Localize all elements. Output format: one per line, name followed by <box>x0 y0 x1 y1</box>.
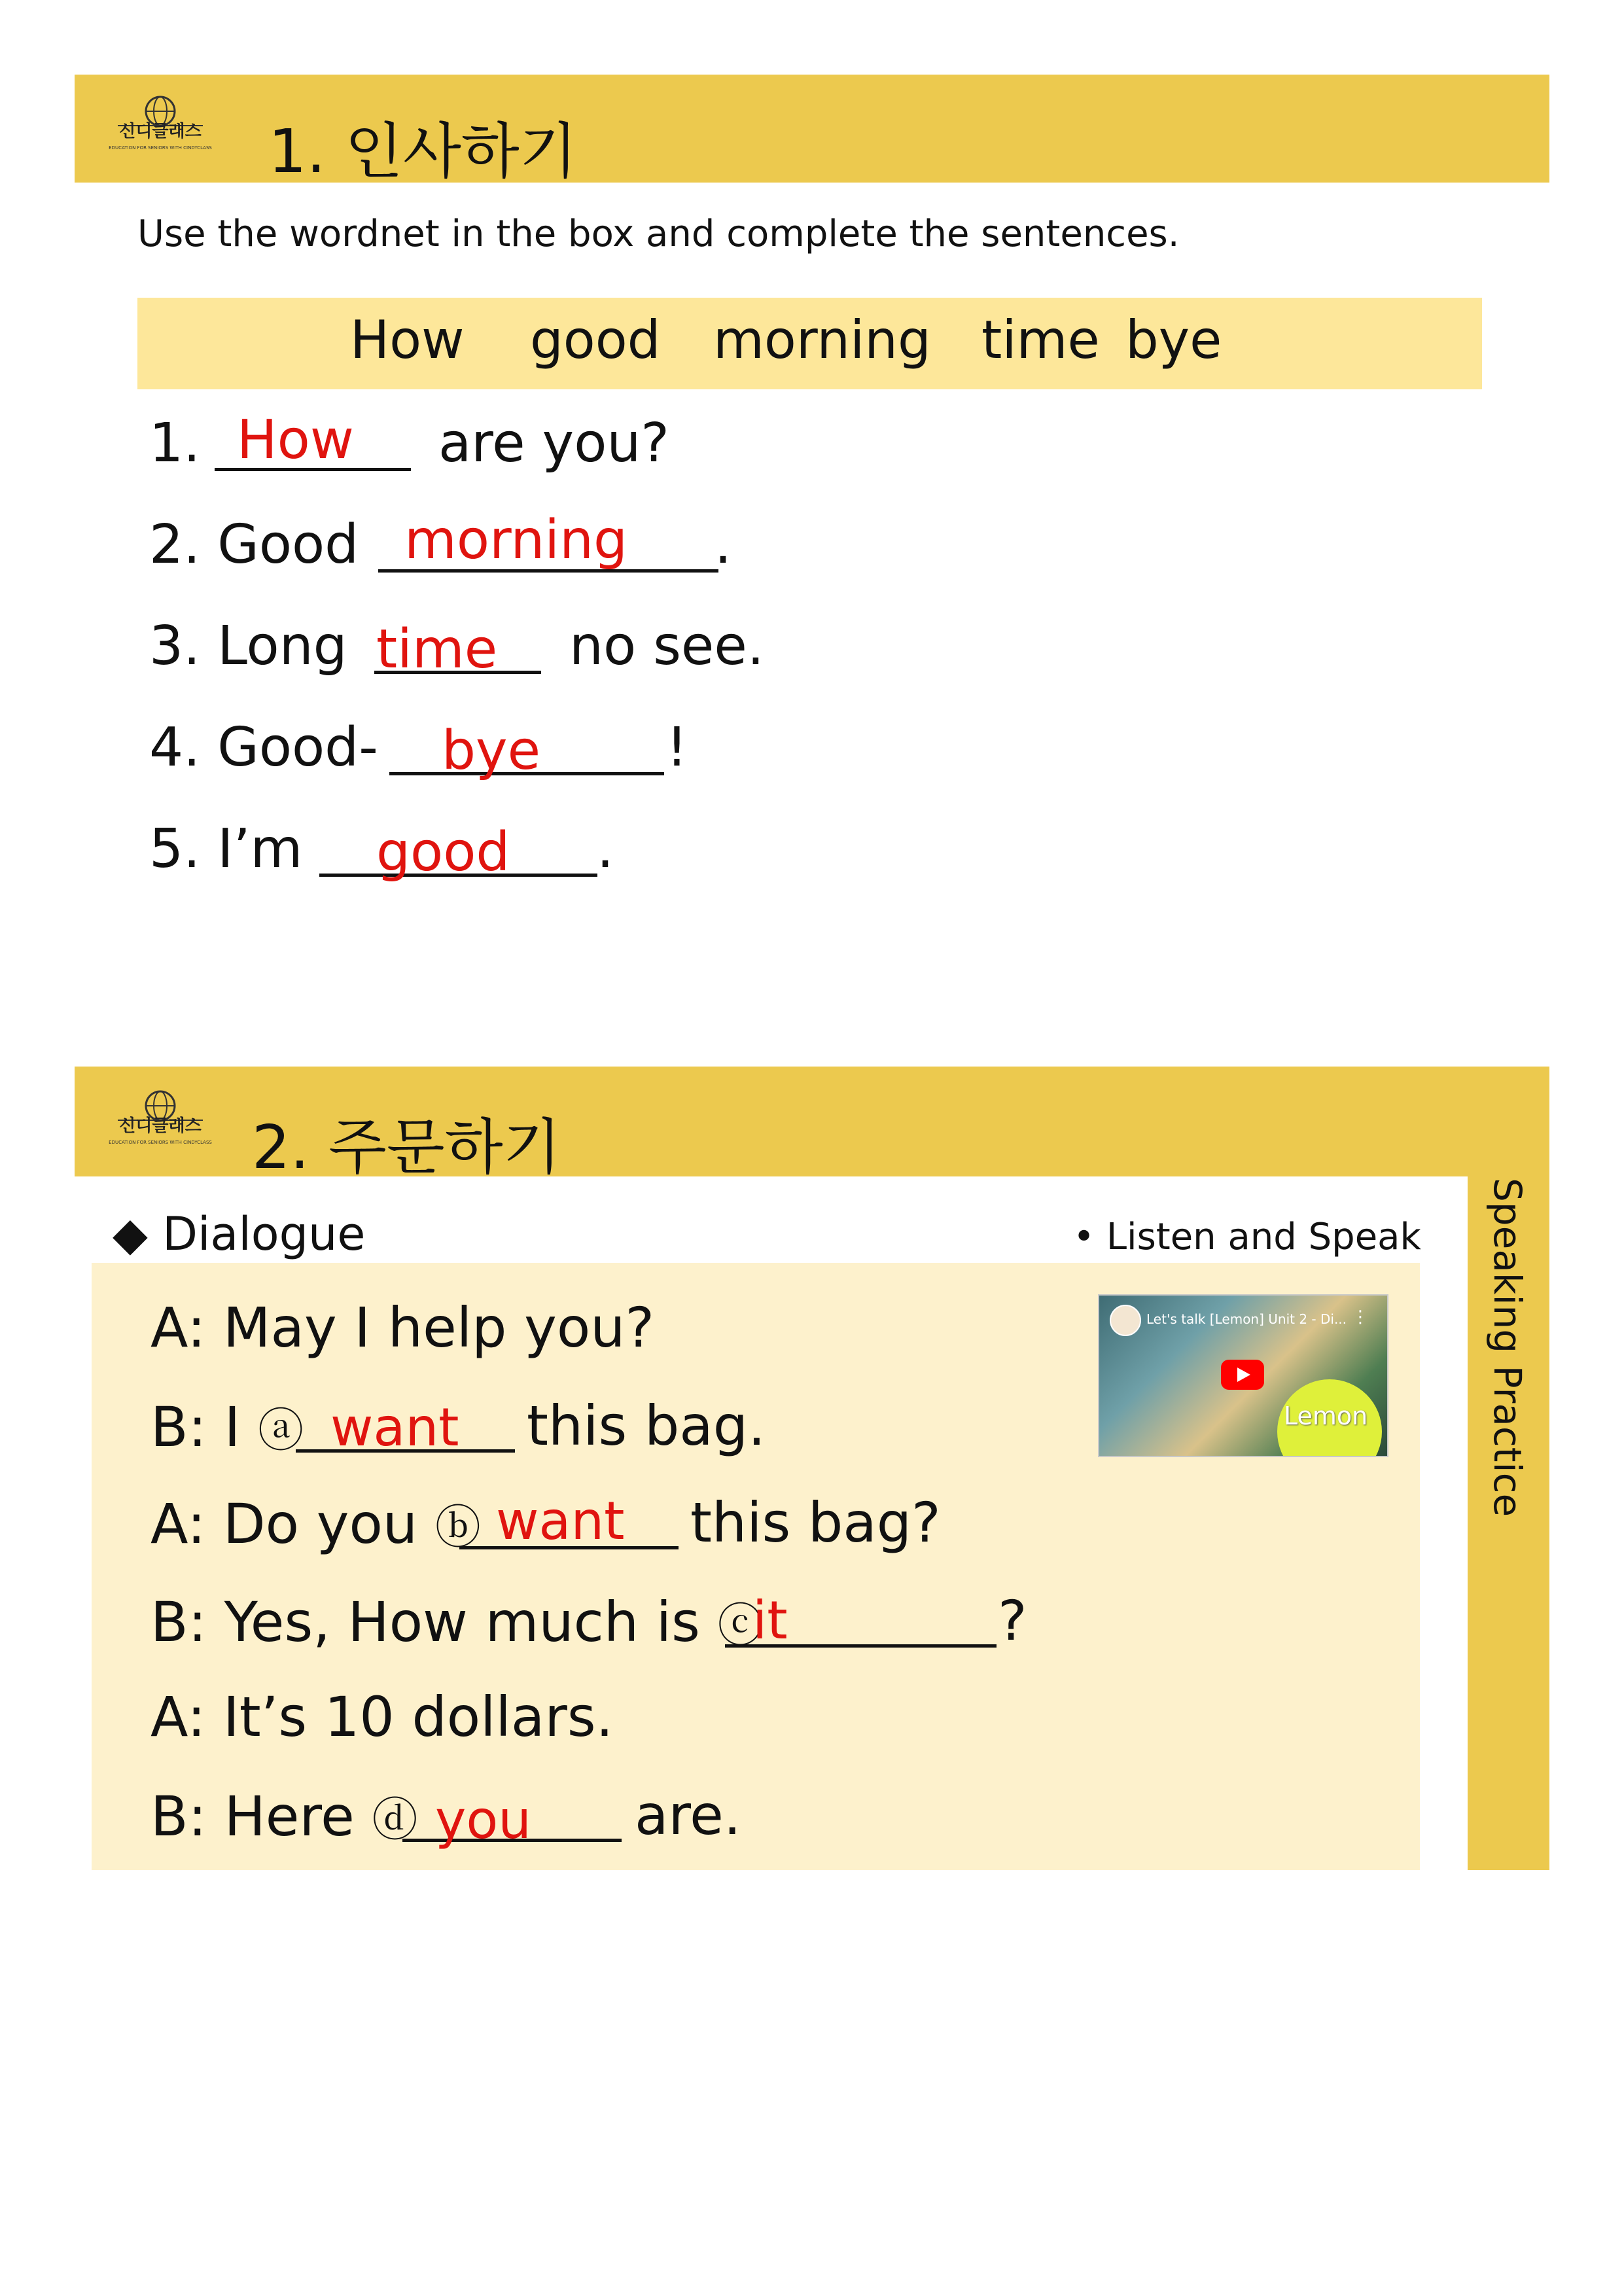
instruction: Use the wordnet in the box and complete the sentences. <box>137 213 1180 255</box>
blank-marker: ⓑ <box>434 1500 481 1554</box>
dialogue-line: B: I ⓐ <box>150 1395 304 1459</box>
answer-text: want <box>496 1491 625 1551</box>
blank-marker: ⓒ <box>717 1598 764 1652</box>
item-end: ! <box>666 716 688 779</box>
logo <box>105 92 216 164</box>
logo-tagline: EDUCATION FOR SENIORS WITH CINDYCLASS <box>109 145 212 150</box>
dialogue-line: A: May I help you? <box>150 1296 655 1360</box>
word-bank-item: bye <box>1125 309 1222 370</box>
section2-title: 2. 주문하기 <box>252 1112 561 1182</box>
answer-text: bye <box>442 720 541 782</box>
word-bank-item: time <box>981 309 1100 370</box>
item-end: . <box>715 514 732 576</box>
item-prefix: 5. I’m <box>149 818 303 880</box>
item-suffix: are you? <box>438 412 669 474</box>
dialogue-line-suffix: ? <box>998 1589 1027 1653</box>
answer-text: good <box>376 821 510 883</box>
listen-label: • Listen and Speak <box>1073 1216 1421 1258</box>
answer-text: you <box>435 1790 531 1850</box>
video-title: Let's talk [Lemon] Unit 2 - Di... <box>1146 1311 1347 1327</box>
item-end: . <box>597 818 614 880</box>
dialogue-line: A: Do you ⓑ <box>150 1492 481 1556</box>
word-bank-item: How <box>350 309 465 370</box>
logo <box>105 1086 216 1158</box>
blank-marker: ⓐ <box>258 1404 304 1457</box>
item-prefix: 4. Good- <box>149 716 378 779</box>
word-bank-item: morning <box>713 309 931 370</box>
word-bank-item: good <box>530 309 661 370</box>
dialogue-line-suffix: are. <box>635 1783 741 1847</box>
dialogue-line-suffix: this bag. <box>527 1394 766 1458</box>
logo-tagline: EDUCATION FOR SENIORS WITH CINDYCLASS <box>109 1140 212 1145</box>
item-suffix: no see. <box>569 615 764 677</box>
logo-text: 신디클래스 <box>119 122 202 141</box>
dialogue-line: B: Yes, How much is ⓒ <box>150 1590 764 1654</box>
answer-text: it <box>752 1590 788 1651</box>
video-thumbnail[interactable] <box>1098 1294 1388 1457</box>
item-prefix: 3. Long <box>149 615 347 677</box>
answer-text: want <box>330 1397 459 1458</box>
logo-text: 신디클래스 <box>119 1116 202 1136</box>
channel-avatar <box>1110 1305 1141 1336</box>
play-button-icon[interactable] <box>1221 1360 1264 1390</box>
blank-marker: ⓓ <box>372 1793 418 1846</box>
section1-title: 1. 인사하기 <box>268 116 578 186</box>
dialogue-line: A: It’s 10 dollars. <box>150 1685 614 1749</box>
item-prefix: 1. <box>149 412 201 474</box>
word-bank <box>137 298 1482 389</box>
video-overlay-text: Lemon <box>1284 1402 1368 1430</box>
side-label: Speaking Practice <box>1485 1178 1530 1517</box>
dialogue-label: ◆ Dialogue <box>113 1207 366 1261</box>
item-prefix: 2. Good <box>149 514 359 576</box>
dialogue-line: B: Here ⓓ <box>150 1784 418 1848</box>
answer-text: How <box>237 409 354 471</box>
dialogue-line-suffix: this bag? <box>690 1491 941 1555</box>
answer-text: time <box>376 618 498 680</box>
kebab-menu-icon[interactable]: ⋮ <box>1352 1307 1369 1327</box>
answer-text: morning <box>404 509 628 571</box>
